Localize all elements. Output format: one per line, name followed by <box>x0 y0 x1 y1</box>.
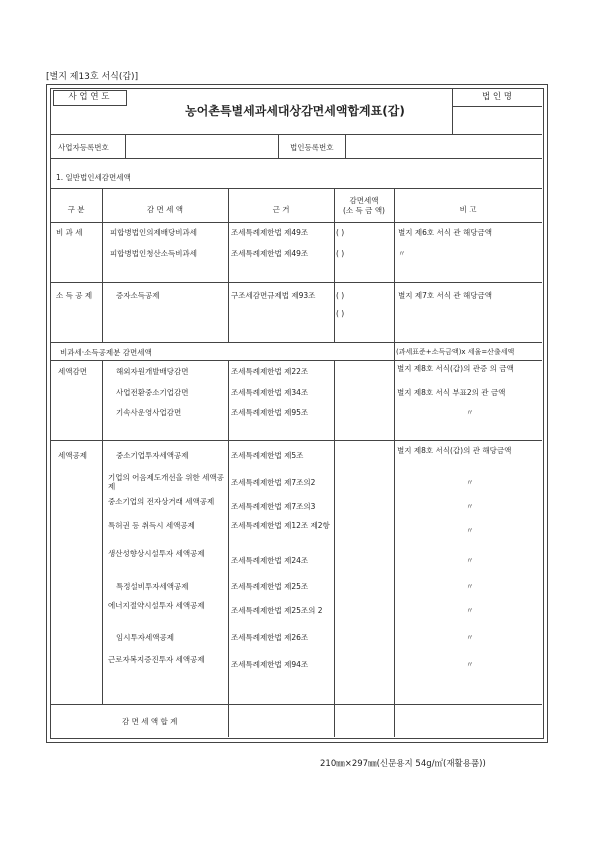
nontax-basis-1: 조세특례제한법 제49조 <box>231 228 309 237</box>
form-id: [별지 제13호 서식(갑)] <box>46 72 139 82</box>
tax-credit-item-1: 중소기업투자세액공제 <box>116 451 189 460</box>
tax-reduction-basis-3: 조세특례제한법 제95조 <box>231 408 309 417</box>
tax-credit-item-3: 중소기업의 전자상거래 세액공제 <box>108 497 215 506</box>
tax-credit-remark-7: 〃 <box>466 606 474 615</box>
income-deduction-amount-2: ( ) <box>336 309 345 318</box>
tax-credit-basis-4: 조세특례제한법 제12조 제2항 <box>231 521 330 530</box>
nontax-item-1: 피합병법인의제배당비과세 <box>110 228 197 237</box>
nontax-remark-1: 별지 제6호 서식 관 해당금액 <box>398 228 493 237</box>
paper-spec: 210㎜×297㎜(신문용지 54g/㎡(재활용품)) <box>320 759 486 769</box>
nontax-basis-2: 조세특례제한법 제49조 <box>231 249 309 258</box>
nontax-label: 비 과 세 <box>56 228 83 237</box>
nontax-amount-2: ( ) <box>336 249 345 258</box>
tax-credit-remark-8: 〃 <box>466 633 474 642</box>
tax-credit-item-2: 기업의 어음제도개선을 위한 세액공제 <box>108 473 224 491</box>
nontax-amount-1: ( ) <box>336 228 345 237</box>
fiscal-year-label: 사 업 연 도 <box>68 92 110 102</box>
section-title: 1. 일반법인세감면세액 <box>56 173 131 182</box>
income-deduction-amount-1: ( ) <box>336 291 345 300</box>
col-basis: 근 거 <box>272 205 290 214</box>
tax-credit-basis-7: 조세특례제한법 제25조의 2 <box>231 606 323 615</box>
col-amount: 감면세액 <box>349 196 379 205</box>
tax-reduction-item-2: 사업전환중소기업감면 <box>116 388 189 397</box>
tax-credit-remark-9: 〃 <box>466 660 474 669</box>
tax-credit-remark-1: 별지 제8호 서식(갑)의 관 해당금액 <box>397 446 512 455</box>
tax-credit-item-5: 생산성향상시설투자 세액공제 <box>108 549 205 558</box>
nontax-remark-2: 〃 <box>398 249 406 258</box>
tax-reduction-remark-1: 별지 제8호 서식(갑)의 관증 의 금액 <box>397 364 514 373</box>
subtotal-label: 비과세·소득공제분 감면세액 <box>60 348 152 357</box>
tax-credit-basis-2: 조세특례제한법 제7조의2 <box>231 478 316 487</box>
income-deduction-item-1: 증자소득공제 <box>116 291 160 300</box>
income-deduction-basis-1: 구조세감면규제법 제93조 <box>231 291 316 300</box>
tax-reduction-basis-2: 조세특례제한법 제34조 <box>231 388 309 397</box>
tax-credit-basis-9: 조세특례제한법 제94조 <box>231 660 309 669</box>
income-deduction-label: 소 득 공 제 <box>56 291 93 300</box>
subtotal-remark: (과세표준+소득금액)x 세율=산출세액 <box>396 348 515 356</box>
tax-credit-basis-1: 조세특례제한법 제5조 <box>231 451 304 460</box>
col-amount-sub: (소 득 금 액) <box>343 206 385 215</box>
form-title: 농어촌특별세과세대상감면세액합계표(갑) <box>185 104 405 118</box>
tax-reduction-remark-2: 별지 제8호 서식 부표2의 관 금액 <box>397 388 506 397</box>
col-item: 감 면 세 액 <box>146 205 184 214</box>
tax-reduction-basis-1: 조세특례제한법 제22조 <box>231 367 309 376</box>
col-remarks: 비 고 <box>459 205 477 214</box>
income-deduction-remark-1: 별지 제7호 서식 관 해당금액 <box>398 291 493 300</box>
tax-credit-item-4: 특허권 등 취득시 세액공제 <box>108 521 195 530</box>
tax-credit-remark-5: 〃 <box>466 556 474 565</box>
biz-reg-label: 사업자등록번호 <box>58 143 109 152</box>
tax-credit-item-6: 특정설비투자세액공제 <box>116 582 189 591</box>
tax-reduction-remark-3: 〃 <box>466 408 474 417</box>
tax-credit-basis-5: 조세특례제한법 제24조 <box>231 556 309 565</box>
tax-reduction-item-3: 기속사운영사업감면 <box>116 408 182 417</box>
tax-credit-label: 세액공제 <box>58 451 87 460</box>
tax-credit-remark-4: 〃 <box>466 526 474 535</box>
tax-credit-remark-3: 〃 <box>466 502 474 511</box>
tax-credit-item-8: 임시투자세액공제 <box>116 633 174 642</box>
col-category: 구 분 <box>67 205 85 214</box>
tax-credit-basis-3: 조세특례제한법 제7조의3 <box>231 502 316 511</box>
tax-credit-item-7: 에너지절약시설투자 세액공제 <box>108 601 205 610</box>
tax-reduction-item-1: 해외자원개발배당감면 <box>116 367 189 376</box>
tax-reduction-label: 세액감면 <box>58 367 87 376</box>
corp-name-label: 법 인 명 <box>481 92 513 102</box>
tax-credit-remark-2: 〃 <box>466 478 474 487</box>
total-label: 감 면 세 액 합 계 <box>122 717 178 726</box>
tax-credit-remark-6: 〃 <box>466 582 474 591</box>
corp-reg-label: 법인등록번호 <box>290 143 334 152</box>
tax-credit-basis-8: 조세특례제한법 제26조 <box>231 633 309 642</box>
tax-credit-item-9: 근로자복지증진투자 세액공제 <box>108 655 205 664</box>
nontax-item-2: 피합병법인청산소득비과세 <box>110 249 197 258</box>
tax-credit-basis-6: 조세특례제한법 제25조 <box>231 582 309 591</box>
